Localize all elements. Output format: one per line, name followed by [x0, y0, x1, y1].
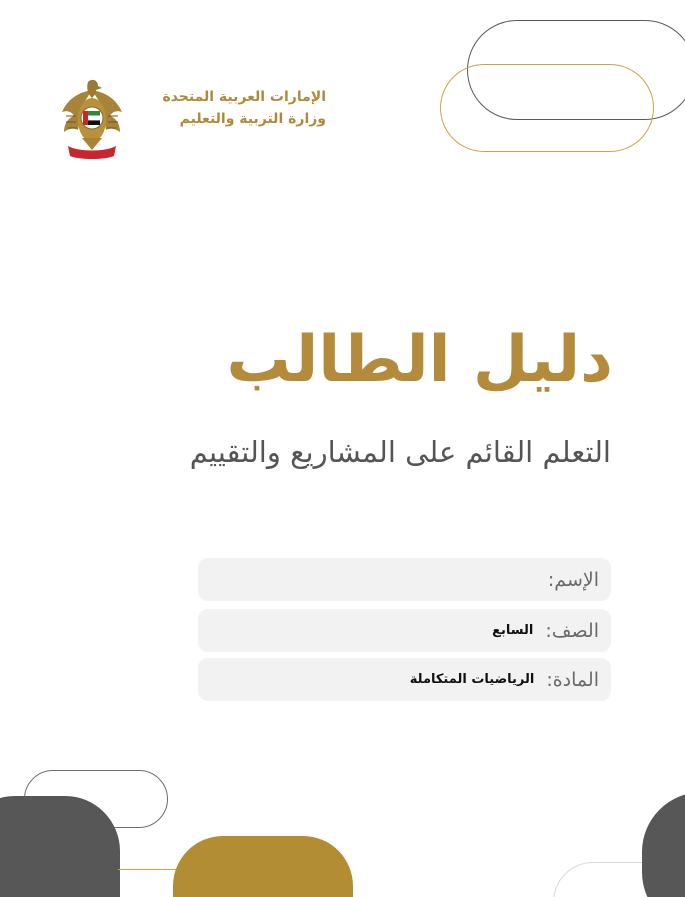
ministry-line-1: الإمارات العربية المتحدة	[162, 89, 326, 105]
grade-value: السابع	[492, 623, 534, 638]
decor-shape-dark-bottom-right	[642, 792, 685, 897]
decor-line-gold	[118, 869, 180, 870]
name-label: الإسم:	[547, 568, 599, 591]
subject-label: المادة:	[546, 668, 599, 691]
cover-subtitle: التعلم القائم على المشاريع والتقييم	[189, 435, 611, 469]
ministry-line-2: وزارة التربية والتعليم	[179, 111, 326, 127]
decor-shape-dark-bottom-left	[0, 796, 120, 897]
subject-value: الرياضيات المتكاملة	[409, 672, 535, 687]
decor-pill-gold-bottom	[173, 836, 353, 897]
cover-title: دليل الطالب	[226, 323, 613, 397]
ministry-name	[130, 88, 326, 128]
decor-pill-gold-top	[440, 64, 654, 152]
name-field[interactable]	[198, 558, 611, 601]
uae-emblem-icon	[58, 76, 126, 162]
grade-label: الصف:	[545, 619, 599, 642]
grade-field[interactable]	[198, 609, 611, 652]
subject-field[interactable]	[198, 658, 611, 701]
